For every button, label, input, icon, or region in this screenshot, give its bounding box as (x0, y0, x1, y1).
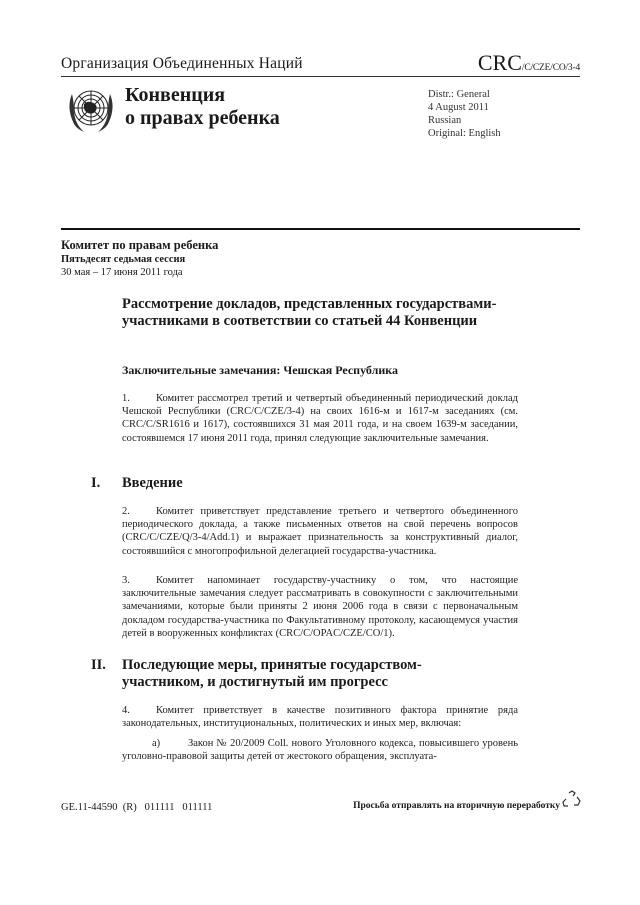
subparagraph-letter: a) (152, 738, 161, 749)
paragraph-text: Закон № 20/2009 Coll. нового Уголовного кодекса, повысившего уровень уголовно-правовой защиты детей от жестокого обращения, эксплуата- (122, 738, 518, 763)
paragraph-2 (122, 505, 518, 558)
title-line-2: о правах ребенка (125, 107, 280, 129)
section-title: Введение (122, 475, 183, 491)
paragraph-number: 1. (122, 393, 130, 404)
paragraph-text: Комитет приветствует в качестве позитивного фактора принятие ряда законодательных, институциональных, политических и иных мер, включая: (122, 705, 518, 730)
header-rule (61, 76, 580, 77)
section-number: II. (91, 657, 106, 673)
paragraph-number: 2. (122, 506, 130, 517)
paragraph-number: 4. (122, 705, 130, 716)
recycle-notice: Просьба отправлять на вторичную переработку (353, 801, 560, 811)
main-heading: Рассмотрение докладов, представленных государствами-участниками в соответствии со статьей 44 Конвенции (122, 296, 497, 329)
paragraph-text: Комитет приветствует представление третьего и четвертого объединенного периодического доклада, а также письменных ответов на свой перечень вопросов (CRC/C/CZE/Q/3-4/Add.1) и выражает признательность за конструктивный диалог, состоявшийся с многопрофильной делегацией государства-участника. (122, 506, 518, 557)
un-emblem-icon (64, 82, 118, 136)
document-title (125, 84, 280, 130)
paragraph-4 (122, 704, 518, 730)
session-dates: 30 мая – 17 июня 2011 года (61, 267, 183, 278)
committee-info (61, 238, 218, 279)
paragraph-number: 3. (122, 575, 130, 586)
subparagraph-a (122, 737, 518, 763)
paragraph-1 (122, 392, 518, 445)
organization-name: Организация Объединенных Наций (61, 55, 303, 72)
paragraph-3 (122, 574, 518, 640)
committee-name: Комитет по правам ребенка (61, 238, 219, 252)
section-number: I. (91, 475, 101, 491)
distribution-info (428, 88, 501, 140)
session-name: Пятьдесят седьмая сессия (61, 254, 186, 265)
document-symbol: CRC/C/CZE/CO/3-4 (477, 50, 580, 75)
recycle-icon (561, 789, 583, 811)
distr-line: Distr.: General (428, 89, 490, 100)
language-line: Russian (428, 115, 462, 126)
date-line: 4 August 2011 (428, 102, 489, 113)
paragraph-text: Комитет рассмотрел третий и четвертый объединенный периодический доклад Чешской Республики (CRC/C/CZE/3-4) на своих 1616-м и 1617-м заседаниях (см. CRC/C/SR1616 и 1617), состоявшихся 31 мая 2011 года, и на своем 1639-м заседании, состоявшемся 17 июня 2011 года, принял следующие заключительные замечания. (122, 393, 518, 444)
paragraph-text: Комитет напоминает государству-участнику о том, что настоящие заключительные замечания следует рассматривать в совокупности с заключительными замечаниями, которые были приняты 2 июня 2006 года в связи с первоначальным докладом государства-участника по Факультативному протоколу, касающемуся участия детей в вооруженных конфликтах (CRC/C/OPAC/CZE/CO/1). (122, 575, 518, 639)
document-code: GE.11-44590 (R) 011111 011111 (61, 802, 213, 813)
section-title: Последующие меры, принятые государством-участником, и достигнутый им прогресс (122, 657, 422, 690)
sub-heading: Заключительные замечания: Чешская Республика (122, 363, 399, 377)
title-line-1: Конвенция (125, 84, 226, 106)
original-language-line: Original: English (428, 128, 501, 139)
section-rule (61, 228, 580, 230)
